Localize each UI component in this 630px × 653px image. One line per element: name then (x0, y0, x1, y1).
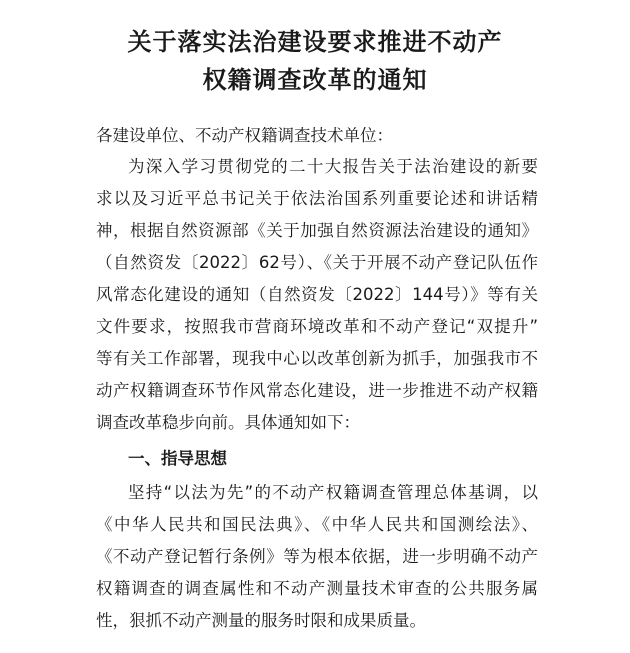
paragraph-1-line-6: 文件要求，按照我市营商环境改革和不动产登记“双提升” (96, 317, 538, 336)
paragraph-1-line-4: （自然资发〔2022〕62号）、《关于开展不动产登记队伍作 (96, 253, 538, 272)
document-title-line-1: 关于落实法治建设要求推进不动产 (127, 27, 503, 56)
salutation: 各建设单位、不动产权籍调查技术单位： (96, 126, 393, 145)
section-1-line-2: 《中华人民共和国民法典》、《中华人民共和国测绘法》、 (96, 515, 538, 534)
section-1-heading: 一、指导思想 (128, 449, 227, 468)
paragraph-1-line-2: 求以及习近平总书记关于依法治国系列重要论述和讲话精 (96, 189, 538, 208)
paragraph-1-line-9: 调查改革稳步向前。具体通知如下： (96, 413, 360, 432)
paragraph-1-line-1: 为深入学习贯彻党的二十大报告关于法治建设的新要 (128, 157, 538, 176)
section-1-line-4: 权籍调查的调查属性和不动产测量技术审查的公共服务属 (96, 579, 538, 598)
paragraph-1-line-8: 动产权籍调查环节作风常态化建设，进一步推进不动产权籍 (96, 381, 538, 400)
section-1-line-5: 性，狠抓不动产测量的服务时限和成果质量。 (96, 611, 426, 630)
paragraph-1-line-3: 神，根据自然资源部《关于加强自然资源法治建设的通知》 (96, 221, 538, 240)
section-1-line-3: 《不动产登记暂行条例》等为根本依据，进一步明确不动产 (96, 547, 538, 566)
paragraph-1-line-7: 等有关工作部署，现我中心以改革创新为抓手，加强我市不 (96, 349, 538, 368)
section-1-line-1: 坚持“以法为先”的不动产权籍调查管理总体基调，以 (128, 483, 538, 502)
document-title-line-2: 权籍调查改革的通知 (202, 65, 428, 94)
paragraph-1-line-5: 风常态化建设的通知（自然资发〔2022〕144号）》等有关 (96, 285, 538, 304)
